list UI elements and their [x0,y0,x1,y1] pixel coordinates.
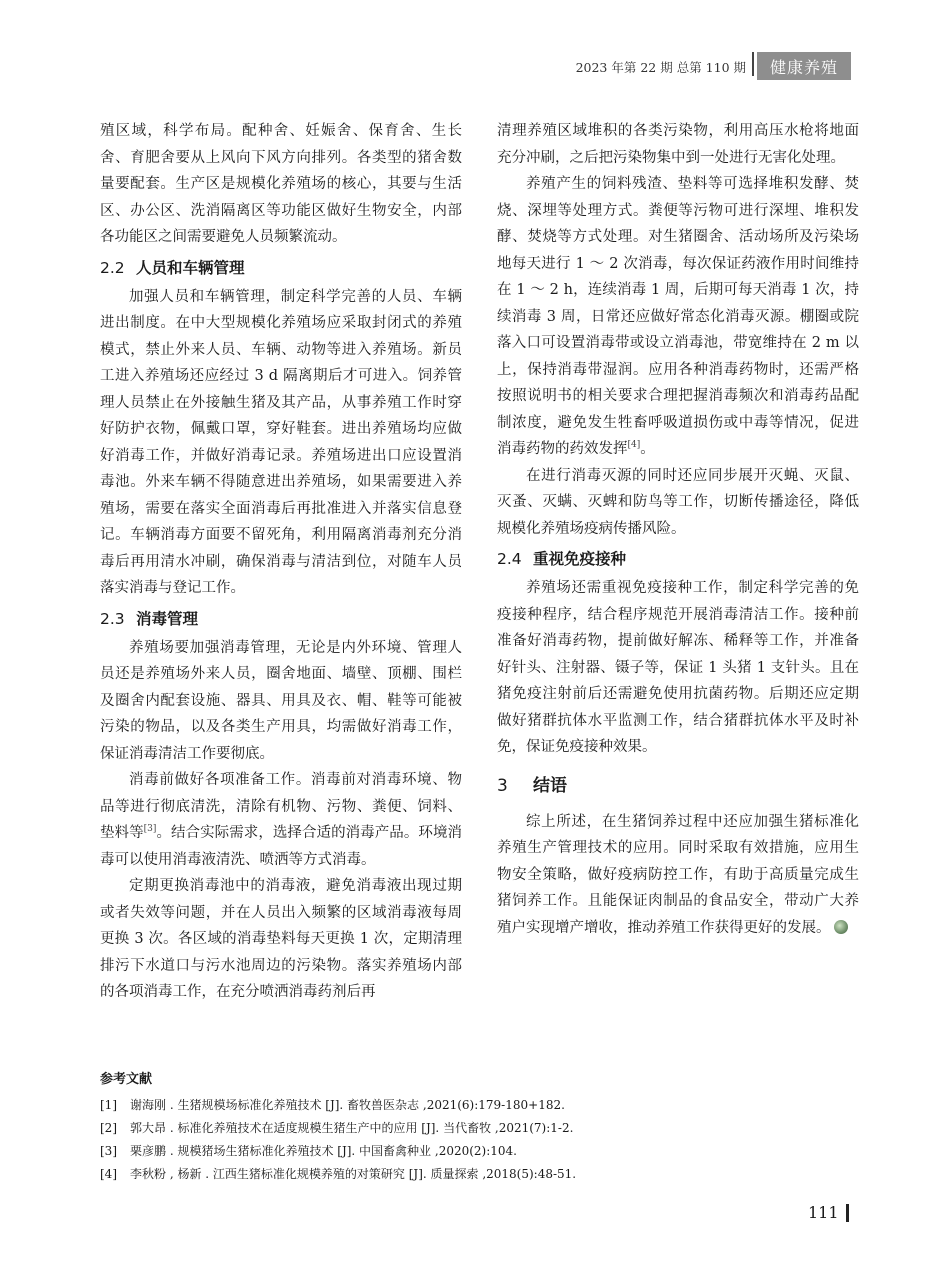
paragraph-text: 综上所述，在生猪饲养过程中还应加强生猪标准化养殖生产管理技术的应用。同时采取有效措施，应用生物安全策略，做好疫病防控工作，有助于高质量完成生猪饲养工作。且能保证肉制品的食品安全，带动广大养殖户实现增产增收，推动养殖工作获得更好的发展。 [497,813,859,936]
left-column [100,118,462,1006]
paragraph-text: 消毒前做好各项准备工作。消毒前对消毒环境、物品等进行彻底清洗，清除有机物、污物、粪便、饲料、垫料等 [100,772,462,841]
reference-item [100,1117,852,1140]
reference-number: [2] [100,1121,117,1135]
reference-number: [4] [100,1167,117,1181]
paragraph: 养殖场还需重视免疫接种工作，制定科学完善的免疫接种程序，结合程序规范开展消毒清洁工作。接种前准备好消毒药物，提前做好解冻、稀释等工作，并准备好针头、注射器、镊子等，保证 1 头猪 1 支针头。且在猪免疫注射前后还需避免使用抗菌药物。后期还应定期做好猪群抗体水平监测工作，结合猪群抗体水平及时补免，保证免疫接种效果。 [497,580,859,755]
section-number: 2.2 [100,258,125,277]
reference-text: 郭大昂 . 标准化养殖技术在适度规模生猪生产中的应用 [J]. 当代畜牧 ,2021(7):1-2. [130,1121,574,1135]
section-number: 2.4 [497,550,522,568]
paragraph: 殖区域，科学布局。配种舍、妊娠舍、保育舍、生长舍、育肥舍要从上风向下风方向排列。各类型的猪舍数量要配套。生产区是规模化养殖场的核心，其要与生活区、办公区、洗消隔离区等功能区做好生物安全，内部各功能区之间需要避免人员频繁流动。 [100,123,462,245]
reference-item [100,1163,852,1186]
issue-info: 2023 年第 22 期 总第 110 期 [575,60,746,75]
paragraph: 养殖场要加强消毒管理，无论是内外环境、管理人员还是养殖场外来人员，圈舍地面、墙壁、顶棚、围栏及圈舍内配套设施、器具、用具及衣、帽、鞋等可能被污染的物品，以及各类生产用具，均需做好消毒工作，保证消毒清洁工作要彻底。 [100,639,462,762]
reference-text: 谢海刚 . 生猪规模场标准化养殖技术 [J]. 畜牧兽医杂志 ,2021(6):179-180+182. [130,1098,565,1112]
section-title: 结语 [533,775,567,796]
paragraph [100,767,462,873]
references [100,1068,852,1186]
reference-number: [3] [100,1144,117,1158]
reference-text: 李秋粉 , 杨新 . 江西生猪标准化规模养殖的对策研究 [J]. 质量探索 ,2018(5):48-51. [130,1167,577,1181]
citation-ref[interactable]: [4] [627,440,641,451]
references-title: 参考文献 [100,1072,153,1087]
section-heading-2-4 [497,545,859,573]
section-badge: 健康养殖 [757,52,851,80]
paragraph-text: 养殖产生的饲料残渣、垫料等可选择堆积发酵、焚烧、深埋等处理方式。粪便等污物可进行深埋、堆积发酵、焚烧等方式处理。对生猪圈舍、活动场所及污染场地每天进行 1 ～ 2 次消毒，每次保证药液作用时间维持在 1 ～ 2 h，连续消毒 1 周，后期可每天消毒 1 次，持续消毒 3 周，日常还应做好常态化消毒灭源。棚圈或院落入口可设置消毒带或设立消毒池，带宽维持在 2 m 以上，保持消毒带湿润。应用各种消毒药物时，还需严格按照说明书的相关要求合理把握消毒频次和消毒药品配制浓度，避免发生牲畜呼吸道损伤或中毒等情况，促进消毒药物的药效发挥 [497,176,859,457]
page-number-bar [846,1204,849,1222]
paragraph: 在进行消毒灭源的同时还应同步展开灭蝇、灭鼠、灭蚤、灭螨、灭蜱和防鸟等工作，切断传播途径，降低规模化养殖场疫病传播风险。 [497,467,859,537]
section-heading-3 [497,771,859,801]
paragraph-text: 。结合实际需求，选择合适的消毒产品。环境消毒可以使用消毒液清洗、喷洒等方式消毒。 [100,825,462,868]
section-title: 人员和车辆管理 [136,258,245,277]
right-column [497,118,859,941]
section-number: 2.3 [100,609,125,628]
section-heading-2-2 [100,254,462,282]
section-title: 重视免疫接种 [533,550,627,568]
paragraph [497,171,859,463]
paragraph: 清理养殖区域堆积的各类污染物，利用高压水枪将地面充分冲刷，之后把污染物集中到一处进行无害化处理。 [497,123,859,166]
article-end-icon [834,920,848,934]
page-number: 111 [808,1203,839,1222]
reference-item [100,1094,852,1117]
reference-number: [1] [100,1098,117,1112]
paragraph-text: 。 [640,441,655,457]
section-number: 3 [497,775,508,796]
section-heading-2-3 [100,605,462,633]
header-divider [752,52,754,76]
citation-ref[interactable]: [3] [143,824,157,835]
paragraph: 加强人员和车辆管理，制定科学完善的人员、车辆进出制度。在中大型规模化养殖场应采取封闭式的养殖模式，禁止外来人员、车辆、动物等进入养殖场。新员工进入养殖场还应经过 3 d 隔离期后才可进入。饲养管理人员禁止在外接触生猪及其产品，从事养殖工作时穿好防护衣物，佩戴口罩，穿好鞋套。进出养殖场均应做好消毒工作，并做好消毒记录。养殖场进出口应设置消毒池。外来车辆不得随意进出养殖场，如果需要进入养殖场，需要在落实全面消毒后再批准进入并落实信息登记。车辆消毒方面要不留死角，利用隔离消毒剂充分消毒后再用清水冲刷，确保消毒与清洁到位，对随车人员落实消毒与登记工作。 [100,288,462,596]
paragraph: 定期更换消毒池中的消毒液，避免消毒液出现过期或者失效等问题，并在人员出入频繁的区域消毒液每周更换 3 次。各区域的消毒垫料每天更换 1 次，定期清理排污下水道口与污水池周边的污染物。落实养殖场内部的各项消毒工作，在充分喷洒消毒药剂后再 [100,878,462,1000]
paragraph [497,809,859,942]
section-title: 消毒管理 [136,609,199,628]
reference-text: 栗彦鹏 . 规模猪场生猪标准化养殖技术 [J]. 中国畜禽种业 ,2020(2):104. [130,1144,517,1158]
reference-item [100,1140,852,1163]
